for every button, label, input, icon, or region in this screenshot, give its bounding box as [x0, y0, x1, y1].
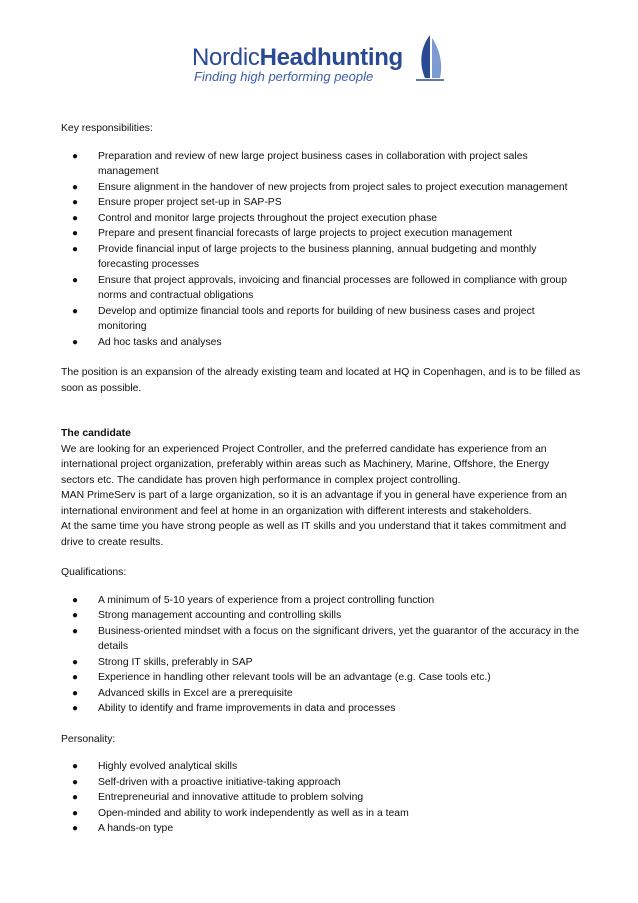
bullet-icon: ● — [72, 823, 79, 834]
list-item-text: Experience in handling other relevant tools will be an advantage (e.g. Case tools etc.) — [98, 672, 491, 683]
list-item — [61, 273, 581, 304]
list-item-text: Strong IT skills, preferably in SAP — [98, 656, 253, 668]
bullet-icon: ● — [72, 197, 79, 208]
list-item-text: Ensure proper project set-up in SAP-PS — [98, 197, 282, 208]
bullet-icon: ● — [72, 305, 79, 317]
candidate-paragraph-1: We are looking for an experienced Project Controller, and the preferred candidate has experience from an international project organization, preferably within areas such as Machinery, Marine, Offshore, the Energy sectors etc. The candidate has proven high performance in complex project controlling. — [61, 443, 550, 486]
list-item — [61, 701, 581, 717]
bullet-icon: ● — [72, 656, 79, 668]
list-item — [61, 608, 581, 624]
bullet-icon: ● — [72, 807, 79, 819]
candidate-paragraph-3: At the same time you have strong people as well as IT skills and you understand that it takes commitment and drive to create results. — [61, 521, 567, 548]
list-item-text: Prepare and present financial forecasts of large projects to project execution management — [98, 228, 513, 239]
list-item — [61, 686, 581, 702]
responsibilities-list — [61, 149, 581, 351]
list-item — [61, 335, 581, 351]
list-item — [61, 226, 581, 242]
list-item-text: Develop and optimize financial tools and reports for building of new business cases and project monitoring — [98, 305, 535, 332]
logo-tagline: Finding high performing people — [194, 69, 374, 84]
list-item-text: Strong management accounting and controlling skills — [98, 610, 342, 621]
bullet-icon: ● — [72, 625, 79, 637]
personality-heading: Personality: — [61, 733, 116, 745]
list-item-text: Entrepreneurial and innovative attitude to problem solving — [98, 792, 364, 803]
list-item-text: Advanced skills in Excel are a prerequisite — [98, 687, 293, 699]
list-item — [61, 821, 581, 837]
bullet-icon: ● — [72, 150, 79, 162]
list-item-text: A minimum of 5-10 years of experience from a project controlling function — [98, 594, 435, 606]
bullet-icon: ● — [72, 594, 79, 606]
list-item — [61, 670, 581, 686]
position-text: The position is an expansion of the already existing team and located at HQ in Copenhagen, and is to be filled as soon as possible. — [61, 367, 581, 394]
document-body — [61, 121, 581, 837]
company-logo — [192, 36, 452, 86]
list-item-text: Highly evolved analytical skills — [98, 761, 238, 772]
list-item — [61, 655, 581, 671]
list-item-text: Open-minded and ability to work independently as well as in a team — [98, 807, 409, 819]
bullet-icon: ● — [72, 243, 79, 255]
bullet-icon: ● — [72, 761, 79, 772]
logo-name-bold: Headhunting — [259, 44, 403, 71]
list-item — [61, 775, 581, 791]
list-item — [61, 180, 581, 196]
candidate-paragraph-2: MAN PrimeServ is part of a large organization, so it is an advantage if you in general have experience from an international environment and feel at home in an organization with different interests and stakeholders. — [61, 490, 567, 517]
logo-name-light: Nordic — [192, 44, 260, 71]
personality-list — [61, 759, 581, 837]
responsibilities-heading: Key responsibilities: — [61, 123, 153, 134]
list-item — [61, 593, 581, 609]
bullet-icon: ● — [72, 792, 79, 803]
list-item-text: Provide financial input of large projects to the business planning, annual budgeting and monthly forecasting processes — [98, 243, 537, 270]
bullet-icon: ● — [72, 274, 79, 286]
bullet-icon: ● — [72, 703, 79, 714]
bullet-icon: ● — [72, 181, 79, 193]
logo-wordmark — [192, 44, 403, 72]
sail-icon — [410, 34, 446, 82]
list-item-text: Ensure that project approvals, invoicing and financial processes are followed in compliance with group norms and contractual obligations — [98, 274, 567, 301]
list-item-text: Ensure alignment in the handover of new projects from project sales to project execution management — [98, 181, 568, 193]
list-item — [61, 242, 581, 273]
list-item-text: Preparation and review of new large project business cases in collaboration with project sales management — [98, 150, 528, 177]
list-item-text: A hands-on type — [98, 823, 174, 834]
list-item — [61, 790, 581, 806]
bullet-icon: ● — [72, 228, 79, 239]
list-item — [61, 195, 581, 211]
list-item-text: Business-oriented mindset with a focus on the significant drivers, yet the guarantor of the accuracy in the details — [98, 625, 580, 652]
bullet-icon: ● — [72, 610, 79, 621]
bullet-icon: ● — [72, 336, 79, 348]
bullet-icon: ● — [72, 776, 79, 788]
list-item — [61, 624, 581, 655]
bullet-icon: ● — [72, 672, 79, 683]
list-item — [61, 304, 581, 335]
list-item-text: Ability to identify and frame improvements in data and processes — [98, 703, 396, 714]
bullet-icon: ● — [72, 212, 79, 224]
list-item-text: Ad hoc tasks and analyses — [98, 336, 222, 348]
list-item-text: Control and monitor large projects throughout the project execution phase — [98, 212, 438, 224]
list-item — [61, 211, 581, 227]
list-item — [61, 806, 581, 822]
qualifications-heading: Qualifications: — [61, 567, 127, 578]
list-item-text: Self-driven with a proactive initiative-taking approach — [98, 776, 341, 788]
qualifications-list — [61, 593, 581, 717]
list-item — [61, 759, 581, 775]
list-item — [61, 149, 581, 180]
bullet-icon: ● — [72, 687, 79, 699]
candidate-heading: The candidate — [61, 428, 131, 439]
